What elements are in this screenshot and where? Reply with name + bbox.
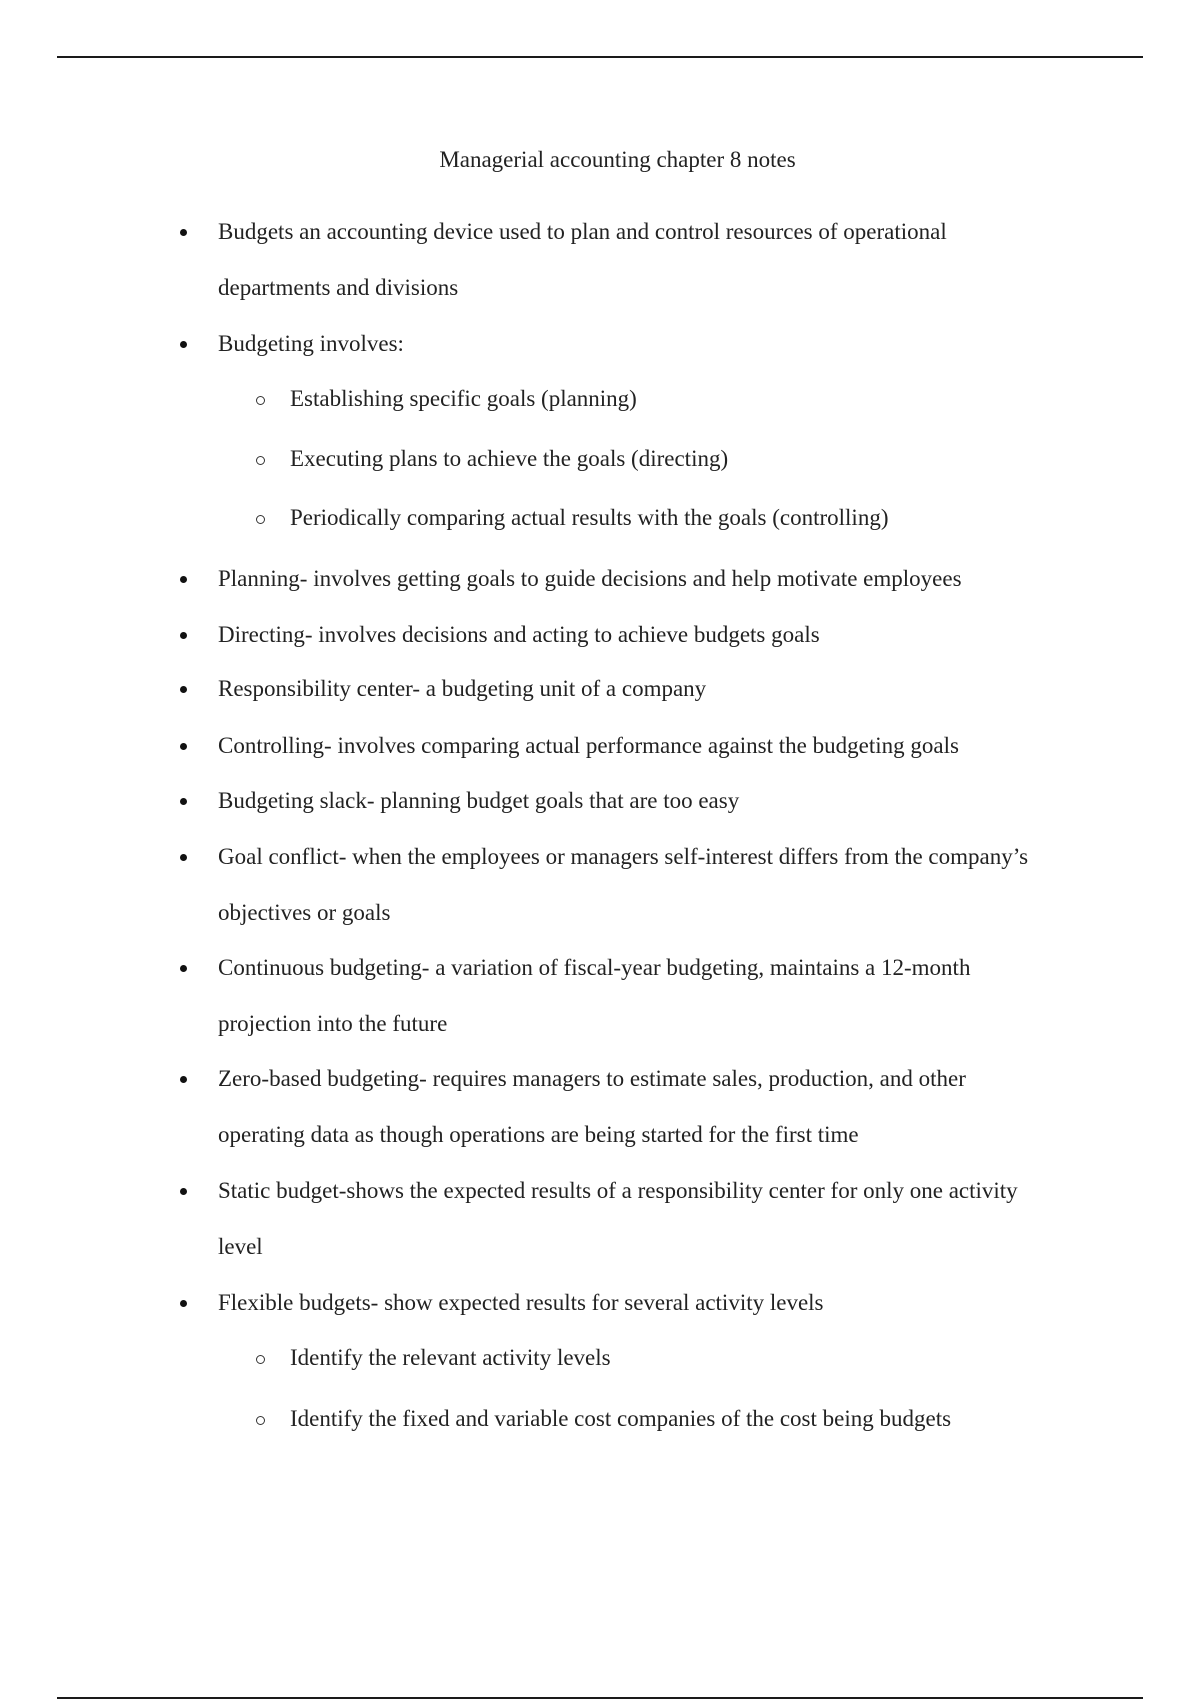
list-item-line: Controlling- involves comparing actual performance against the budgeting goals — [218, 733, 959, 758]
list-item-line: Periodically comparing actual results with the goals (controlling) — [290, 505, 889, 530]
list-item-line: Executing plans to achieve the goals (directing) — [290, 446, 729, 471]
list-item-text — [290, 444, 1170, 474]
list-item-text — [218, 329, 1098, 359]
list-item-line: Budgeting involves: — [218, 331, 404, 356]
list-item-line: Identify the fixed and variable cost companies of the cost being budgets — [290, 1406, 952, 1431]
list-item-text — [218, 217, 1098, 300]
list-item-line: level — [218, 1234, 263, 1259]
bottom-rule — [57, 1697, 1143, 1699]
list-item-text — [218, 620, 1098, 650]
list-item-text — [218, 842, 1098, 925]
list-item-text — [290, 384, 1170, 414]
list-item-line: projection into the future — [218, 1011, 448, 1036]
list-item-text — [218, 786, 1098, 816]
list-item-line: objectives or goals — [218, 900, 391, 925]
list-item-text — [290, 1343, 1170, 1373]
list-item-line: Budgets an accounting device used to plan and control resources of operational — [218, 219, 947, 244]
list-item-line: operating data as though operations are being started for the first time — [218, 1122, 859, 1147]
list-item-text — [218, 953, 1098, 1036]
list-item-line: Establishing specific goals (planning) — [290, 386, 637, 411]
top-rule — [57, 56, 1143, 58]
list-item-text — [218, 1288, 1098, 1318]
list-item-text — [290, 1404, 1170, 1434]
list-item-line: Identify the relevant activity levels — [290, 1345, 611, 1370]
list-item-text — [218, 674, 1098, 704]
list-item-line: Budgeting slack- planning budget goals that are too easy — [218, 788, 740, 813]
list-item-line: Directing- involves decisions and acting to achieve budgets goals — [218, 622, 820, 647]
list-item-line: departments and divisions — [218, 275, 459, 300]
list-item-text — [218, 1176, 1098, 1259]
list-item-line: Continuous budgeting- a variation of fiscal-year budgeting, maintains a 12-month — [218, 955, 971, 980]
list-item-text — [218, 1064, 1098, 1147]
list-item-text — [218, 564, 1098, 594]
list-item-line: Flexible budgets- show expected results for several activity levels — [218, 1290, 824, 1315]
list-item-line: Static budget-shows the expected results of a responsibility center for only one activity — [218, 1178, 1018, 1203]
list-item-line: Responsibility center- a budgeting unit of a company — [218, 676, 707, 701]
list-item-line: Goal conflict- when the employees or managers self-interest differs from the company’s — [218, 844, 1029, 869]
list-item-text — [290, 503, 1170, 533]
list-item-line: Zero-based budgeting- requires managers to estimate sales, production, and other — [218, 1066, 966, 1091]
list-item-line: Planning- involves getting goals to guide decisions and help motivate employees — [218, 566, 962, 591]
page-title: Managerial accounting chapter 8 notes — [439, 147, 796, 172]
list-item-text — [218, 731, 1098, 761]
